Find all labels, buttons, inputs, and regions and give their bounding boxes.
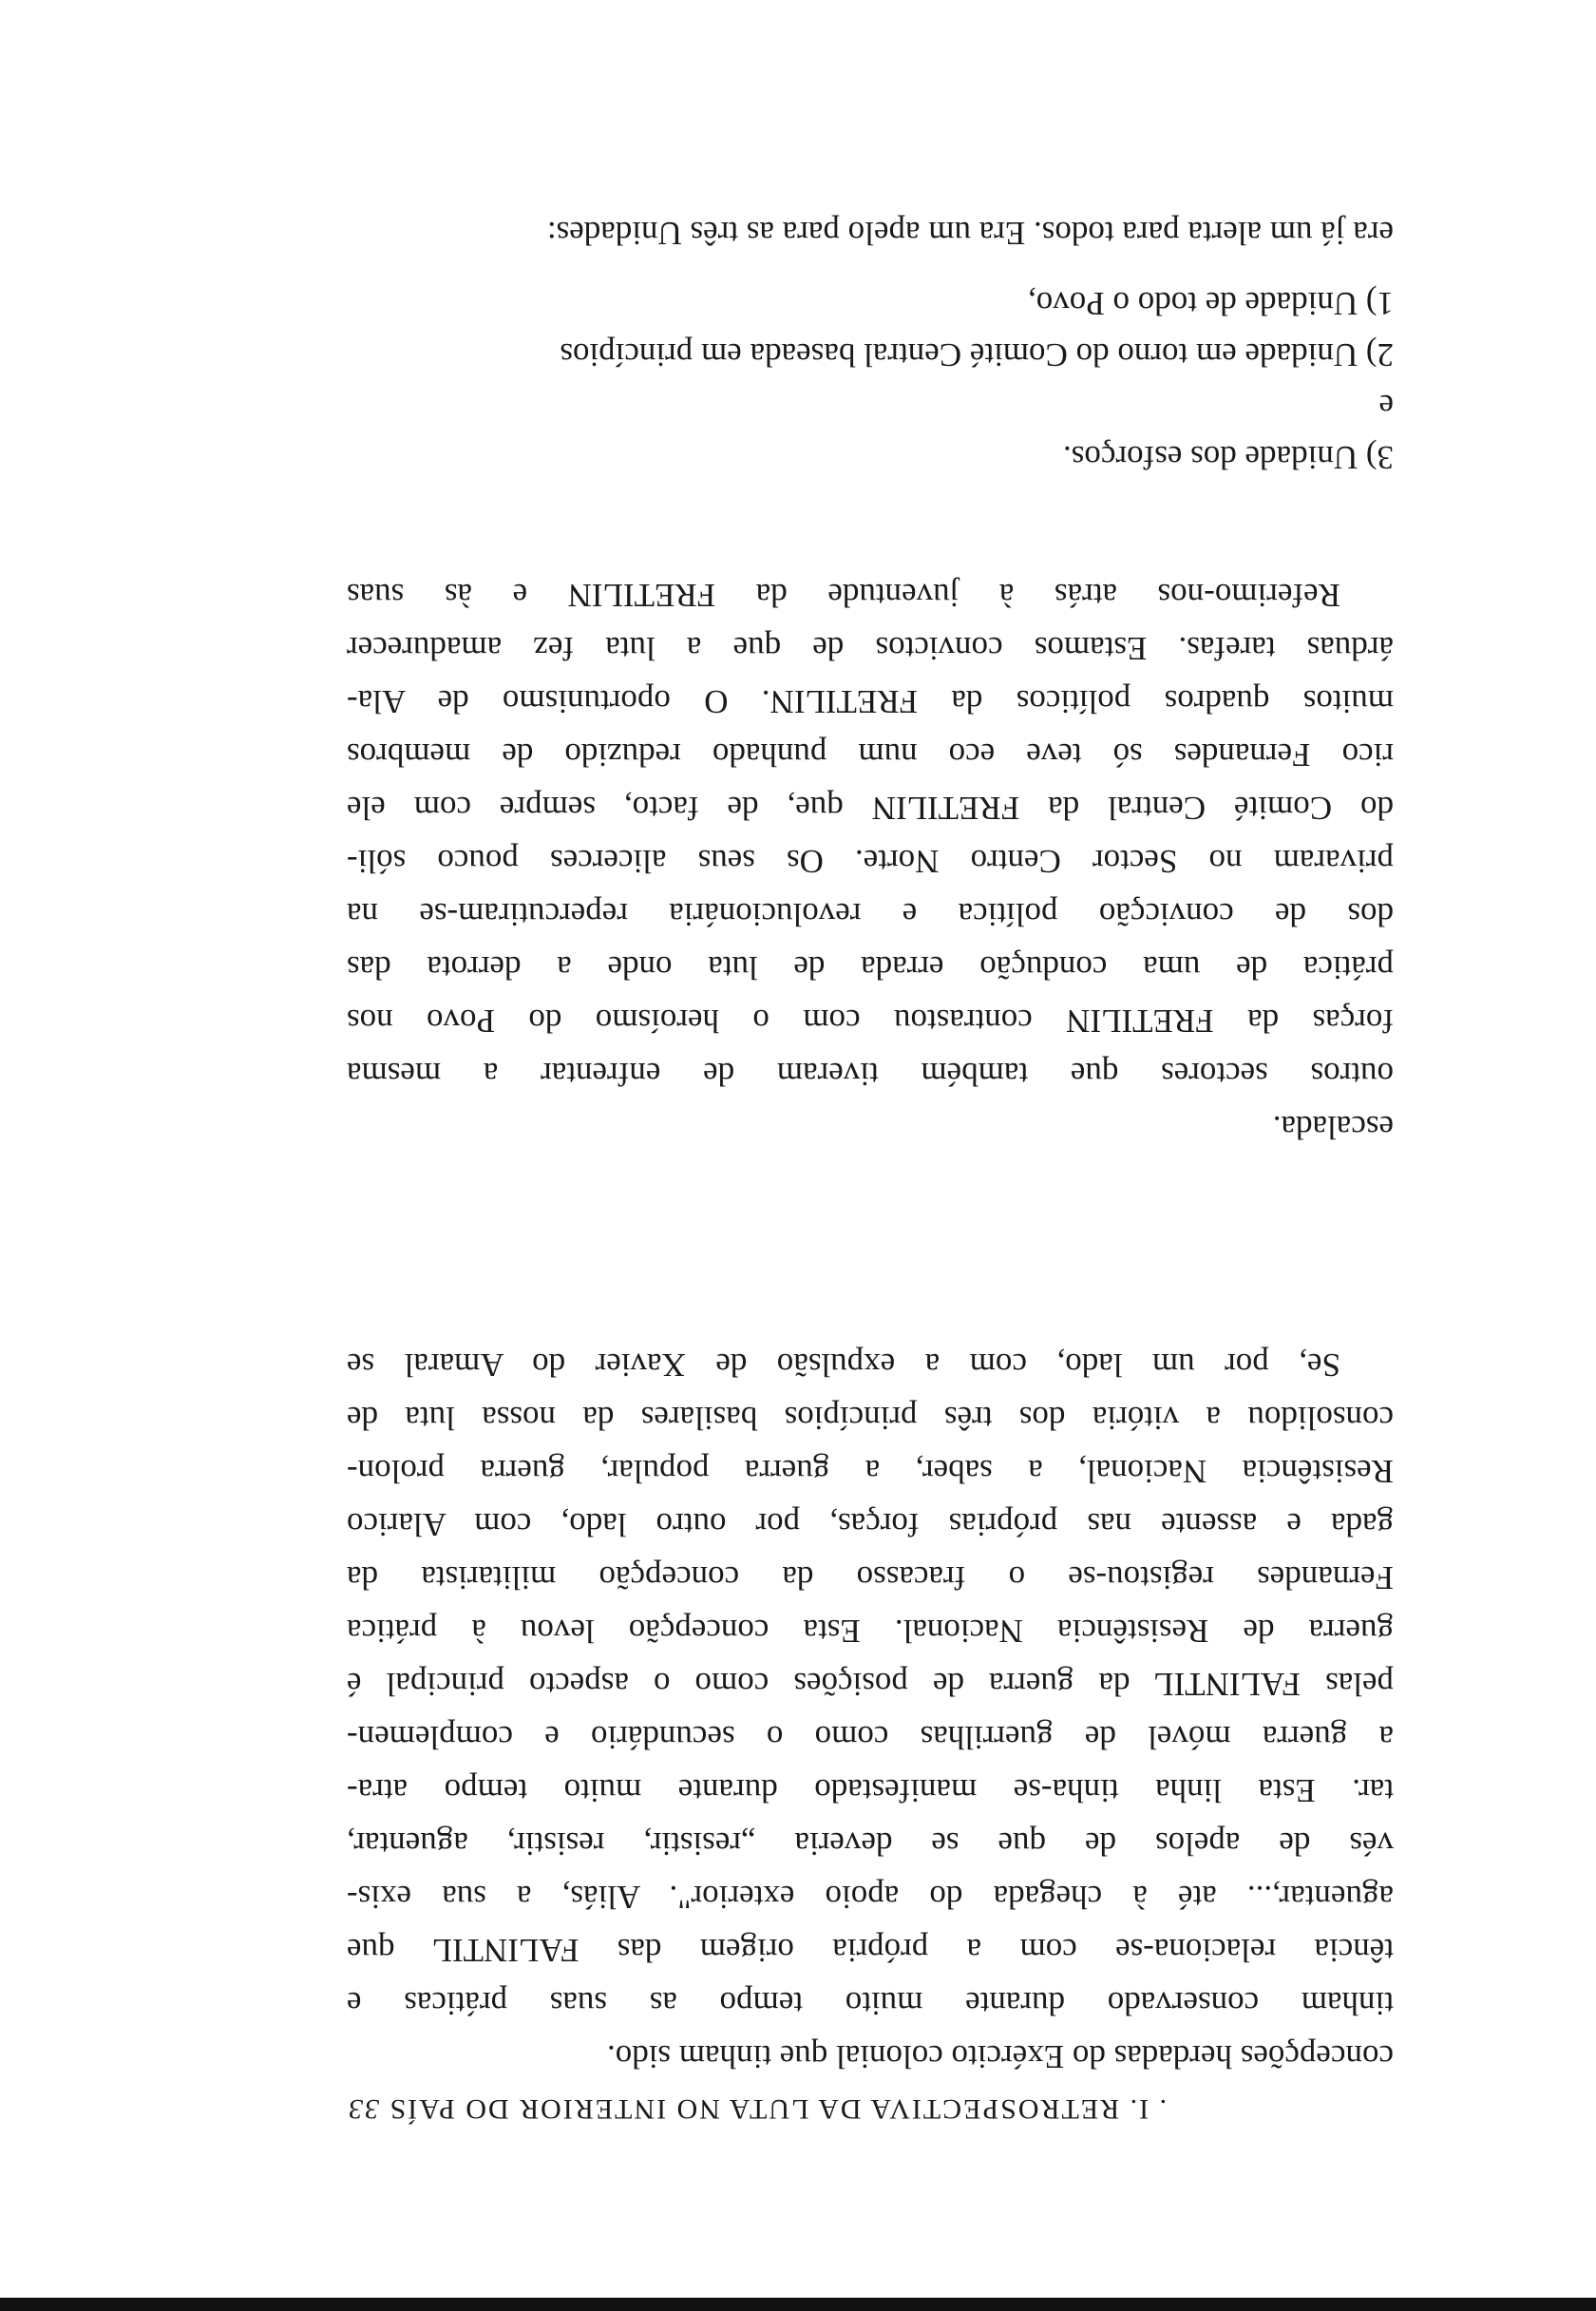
text-line: rico Fernandes só teve eco num punhado reduzido de membros	[347, 736, 1394, 774]
text-line: 3) Unidade dos esforços.	[1063, 439, 1394, 476]
text-line: era já um alerta para todos. Era um apelo para as três Unidades:	[546, 215, 1394, 252]
text-line: gada e assente nas próprias forças, por outro lado, com Alarico	[347, 1506, 1394, 1543]
running-head	[347, 2092, 1394, 2125]
text-line: tinham conservado durante muito tempo as suas práticas e	[347, 1985, 1394, 2022]
text-line: aguentar,... até à chegada do apoio exterior". Aliás, a sua exis-	[347, 1879, 1394, 1916]
text-line: tar. Esta linha tinha-se manifestado durante muito tempo atra-	[347, 1772, 1394, 1809]
intro-block	[347, 207, 1394, 258]
list-item-2	[347, 329, 1394, 380]
text-line: concepções herdadas do Exército colonial que tinham sido.	[606, 2038, 1394, 2075]
page-number: 33	[347, 2093, 379, 2125]
text-line: 1) Unidade de todo o Povo,	[1028, 285, 1394, 322]
running-head-title: . I. RETROSPECTIVA DA LUTA NO INTERIOR DO PAÍS	[388, 2093, 1168, 2125]
text-line: prática de uma condução errada de luta onde a derrota das	[347, 949, 1394, 986]
text-line: árduas tarefas. Estamos convictos de que a luta fez amadurecer	[347, 630, 1394, 667]
text-line: Resistência Nacional, a saber, a guerra popular, guerra prolon-	[347, 1453, 1394, 1490]
text-line: forças da FRETILIN contrastou com o heroísmo do Povo nos	[347, 1003, 1394, 1040]
text-line: vés de apelos de que se deveria „resistir, resistir, aguentar,	[347, 1825, 1394, 1862]
text-line: pelas FALINTIL da guerra de posições como o aspecto principal é	[347, 1666, 1394, 1703]
list-item-1	[347, 277, 1394, 329]
text-line: Se, por um lado, com a expulsão de Xavier do Amaral se	[347, 1346, 1340, 1384]
list-connector	[347, 380, 1394, 431]
text-line: do Comité Central da FRETILIN que, de facto, sempre com ele	[347, 790, 1394, 827]
text-line: 2) Unidade em torno do Comité Central baseada em princípios	[560, 336, 1394, 373]
text-line: escalada.	[1272, 1109, 1394, 1146]
scanner-edge	[0, 2298, 1596, 2311]
text-line: a guerra móvel de guerrilhas como o secundário e complemen-	[347, 1719, 1394, 1756]
text-line: outros sectores que também tiveram de enfrentar a mesma	[347, 1056, 1394, 1093]
text-line: dos de convicção política e revolucionária repercutiram-se na	[347, 896, 1394, 933]
text-line: guerra de Resistência Nacional. Esta concepção levou à prática	[347, 1613, 1394, 1650]
text-line: privaram no Sector Centro Norte. Os seus alicerces pouco sóli-	[347, 843, 1394, 880]
text-line: tência relaciona-se com a própria origem das FALINTIL que	[347, 1932, 1394, 1969]
text-line: consolidou a vitória dos três princípios basilares da nossa luta de	[347, 1400, 1394, 1437]
text-line: e	[1378, 388, 1394, 425]
text-line: muitos quadros políticos da FRETILIN. O oportunismo de Ala-	[347, 683, 1394, 720]
text-line: Fernandes registou-se o fracasso da concepção militarista da	[347, 1559, 1394, 1596]
list-item-3	[347, 431, 1394, 483]
text-line: Referimo-nos atrás à juventude da FRETILIN e às suas	[347, 577, 1340, 614]
